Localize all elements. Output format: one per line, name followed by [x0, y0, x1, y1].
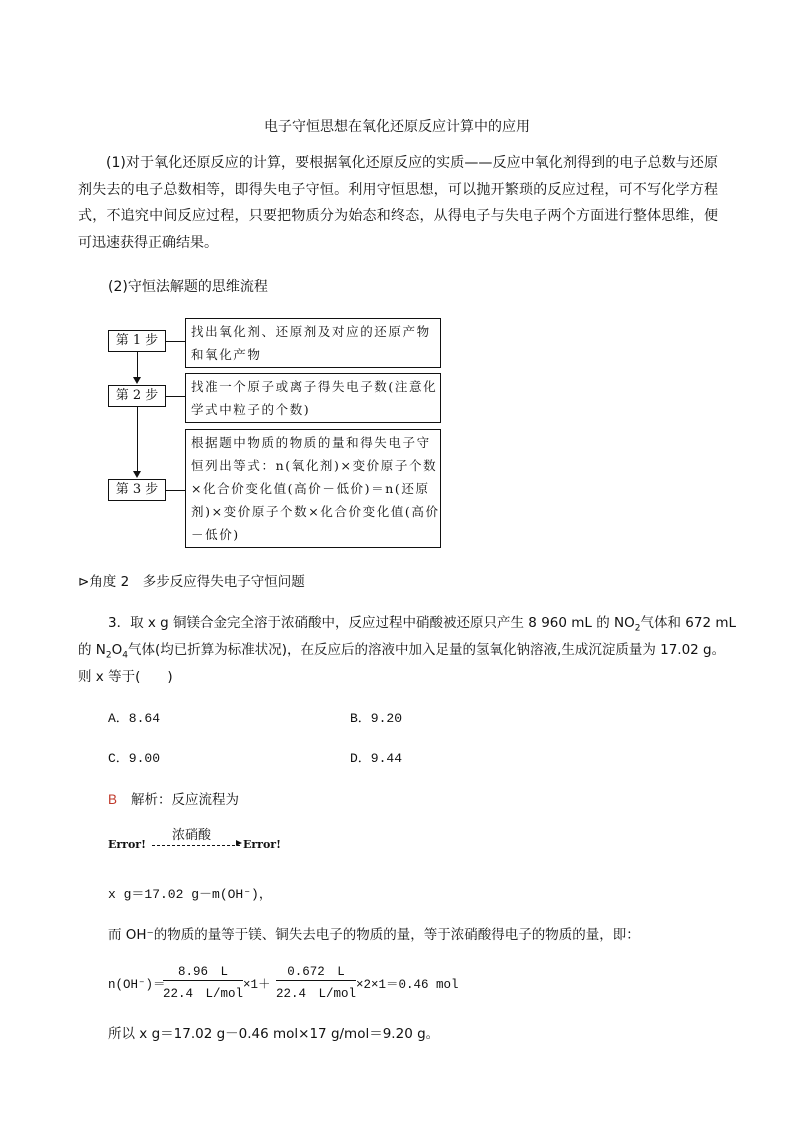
- fraction-2-numerator: 0.672 L: [276, 961, 356, 981]
- answer-line: [108, 788, 239, 808]
- arrow-right-icon: [236, 840, 242, 846]
- equation-2-lhs: n(OH⁻)＝: [108, 978, 166, 992]
- angle-text: 角度 2 多步反应得失电子守恒问题: [89, 574, 305, 590]
- final-answer: 所以 x g＝17.02 g－0.46 mol×17 g/mol＝9.20 g。: [108, 1026, 440, 1042]
- step-2-label: 第 2 步: [108, 385, 166, 407]
- step-3-connector: [166, 490, 185, 491]
- option-c: C．9.00: [108, 751, 161, 766]
- arrow-down-icon: [133, 471, 141, 478]
- flow-arrow-1: [137, 352, 138, 377]
- flow-left-error: Error!: [108, 838, 146, 851]
- arrow-down-icon: [133, 377, 141, 384]
- equation-2-rhs: ×2×1＝0.46 mol: [356, 978, 459, 992]
- flow-arrow-2: [137, 407, 138, 471]
- fraction-1-denominator: 22.4 L/mol: [163, 987, 244, 1001]
- intro-paragraph: (1)对于氧化还原反应的计算，要根据氧化还原反应的实质——反应中氧化剂得到的电子总数与还原剂失去的电子总数相等，即得失电子守恒。利用守恒思想，可以抛开繁琐的反应过程，可不写化学方程式，不追究中间反应过程，只要把物质分为始态和终态，从得电子与失电子两个方面进行整体思维，便可迅速获得正确结果。: [78, 155, 718, 251]
- question-line-2: 的 $N_2O_4$气体(均已折算为标准状况)，在反应后的溶液中加入足量的氢氧化钠溶液,生成沉淀质量为 17.02 g。: [78, 642, 726, 661]
- analysis-line-2: 而 OH⁻的物质的量等于镁、铜失去电子的物质的量，等于浓硝酸得电子的物质的量，即：: [108, 927, 640, 943]
- equation-2-mid: ×1＋: [243, 978, 271, 992]
- step-3-label: 第 3 步: [108, 479, 166, 501]
- step-1-label: 第 1 步: [108, 330, 166, 352]
- option-a: A．8.64: [108, 711, 161, 726]
- step-2-connector: [166, 396, 185, 397]
- triangle-marker-icon: ⊳: [78, 574, 90, 590]
- step-3-description: 根据题中物质的物质的量和得失电子守恒列出等式：n(氧化剂)×变价原子个数×化合价变化值(高价－低价)＝n(还原剂)×变价原子个数×化合价变化值(高价－低价): [185, 429, 441, 548]
- question-line-3: 则 x 等于( ): [78, 669, 173, 685]
- flow-dashed-arrow: [152, 845, 240, 846]
- step-1-description: 找出氧化剂、还原剂及对应的还原产物和氧化产物: [185, 318, 441, 368]
- fraction-2-denominator: 22.4 L/mol: [276, 987, 357, 1001]
- flow-heading: (2)守恒法解题的思维流程: [108, 279, 268, 295]
- option-b: B．9.20: [350, 711, 403, 726]
- equation-1: x g＝17.02 g－m(OH⁻)，: [108, 887, 272, 902]
- page-title: 电子守恒思想在氧化还原反应计算中的应用: [264, 119, 530, 135]
- step-2-description: 找准一个原子或离子得失电子数(注意化学式中粒子的个数): [185, 373, 441, 423]
- fraction-2: [276, 961, 356, 1001]
- question-line-1: 3．取 x g 铜镁合金完全溶于浓硝酸中，反应过程中硝酸被还原只产生 8 960 mL 的 $NO_2$气体和 672 mL: [108, 615, 736, 634]
- angle-heading: [78, 570, 305, 590]
- analysis-label: 解析：反应流程为: [131, 792, 240, 808]
- fraction-1-numerator: 8.96 L: [163, 961, 243, 981]
- option-d: D．9.44: [350, 751, 403, 766]
- flow-arrow-label: 浓硝酸: [172, 828, 212, 843]
- fraction-1: [163, 961, 243, 1001]
- flow-right-error: Error!: [243, 838, 281, 851]
- step-1-connector: [166, 341, 185, 342]
- answer-letter: B: [108, 792, 118, 807]
